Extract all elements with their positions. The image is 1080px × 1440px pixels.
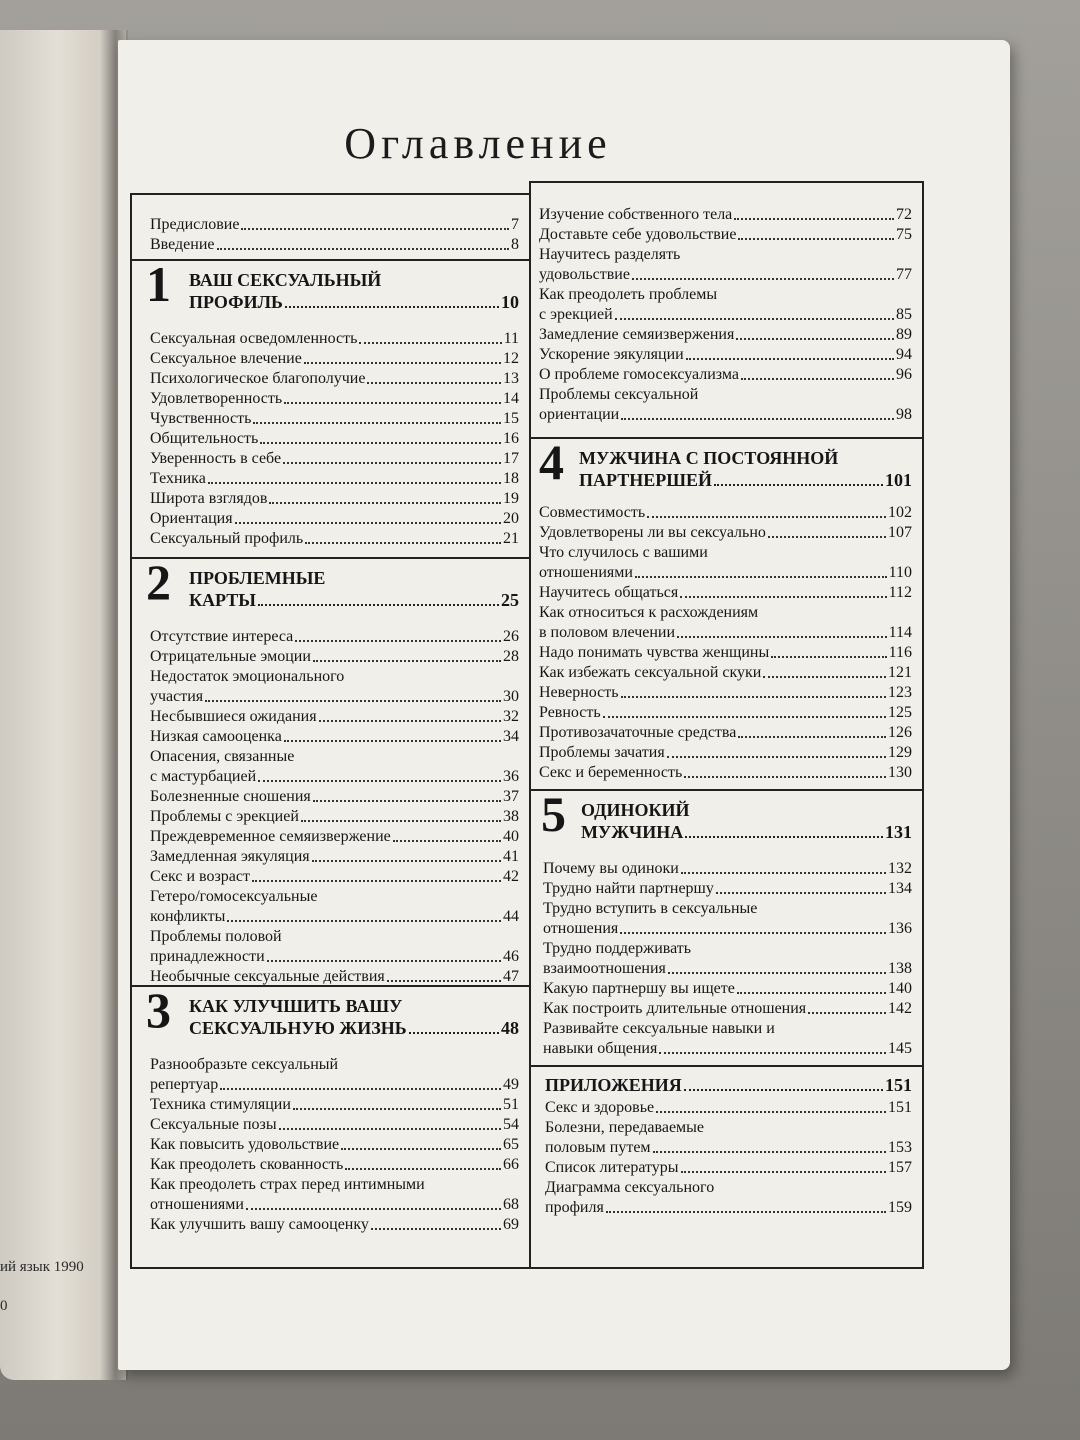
toc-entry: Секс и возраст 42 — [150, 868, 519, 885]
chapter-2-section — [132, 554, 529, 987]
toc-entry: Научитесь общаться 112 — [539, 584, 912, 601]
toc-entry: Ускорение эякуляции 94 — [539, 346, 912, 363]
toc-entry: Как повысить удовольствие 65 — [150, 1136, 519, 1153]
toc-entry: с эрекцией 85 — [539, 306, 912, 323]
toc-entry: Секс и здоровье 151 — [545, 1099, 912, 1116]
chapter-5-section — [531, 786, 922, 1067]
toc-entry-line: Опасения, связанные — [150, 748, 295, 765]
toc-entry: Болезненные сношения 37 — [150, 788, 519, 805]
toc-entry: Проблемы зачатия 129 — [539, 744, 912, 761]
chapter-4-section — [531, 434, 922, 791]
toc-entry: Несбывшиеся ожидания 32 — [150, 708, 519, 725]
toc-entry: конфликты 44 — [150, 908, 519, 925]
toc-entry: Надо понимать чувства женщины 116 — [539, 644, 912, 661]
toc-entry: в половом влечении 114 — [539, 624, 912, 641]
toc-entry: Как преодолеть скованность 66 — [150, 1156, 519, 1173]
toc-entry: Удовлетворенность 14 — [150, 390, 519, 407]
chapter-number: 4 — [539, 434, 564, 490]
toc-entry: Сексуальное влечение 12 — [150, 350, 519, 367]
toc-entry: Отсутствие интереса 26 — [150, 628, 519, 645]
toc-entry: половым путем 153 — [545, 1139, 912, 1156]
toc-entry: Ревность 125 — [539, 704, 912, 721]
chapter-heading: 3 КАК УЛУЧШИТЬ ВАШУ СЕКСУАЛЬНУЮ ЖИЗНЬ 48 — [146, 982, 519, 1038]
toc-entry: Секс и беременность 130 — [539, 764, 912, 781]
toc-entry: Доставьте себе удовольствие 75 — [539, 226, 912, 243]
chapter-3-continued-section — [531, 183, 922, 439]
toc-entry: Проблемы с эрекцией 38 — [150, 808, 519, 825]
toc-entry: Противозачаточные средства 126 — [539, 724, 912, 741]
toc-entry: О проблеме гомосексуализма 96 — [539, 366, 912, 383]
toc-entry: Сексуальная осведомленность 11 — [150, 330, 519, 347]
front-matter-section — [132, 195, 529, 261]
left-page-fragment: 0 — [0, 1298, 8, 1314]
chapter-heading: 1 ВАШ СЕКСУАЛЬНЫЙ ПРОФИЛЬ 10 — [146, 256, 519, 312]
chapter-heading: 5 ОДИНОКИЙ МУЖЧИНА 131 — [541, 786, 912, 842]
toc-entry: Как избежать сексуальной скуки 121 — [539, 664, 912, 681]
toc-entry: Предисловие 7 — [150, 216, 519, 233]
toc-entry: отношения 136 — [543, 920, 912, 937]
toc-entry: Общительность 16 — [150, 430, 519, 447]
chapter-heading: 4 МУЖЧИНА С ПОСТОЯННОЙ ПАРТНЕРШЕЙ 101 — [539, 434, 912, 490]
toc-entry: принадлежности 46 — [150, 948, 519, 965]
chapter-3-section — [132, 982, 529, 1267]
toc-entry-line: Научитесь разделять — [539, 246, 681, 263]
toc-entry-line: Как преодолеть проблемы — [539, 286, 718, 303]
toc-entry: с мастурбацией 36 — [150, 768, 519, 785]
toc-entry: Какую партнершу вы ищете 140 — [543, 980, 912, 997]
toc-entry: Сексуальный профиль 21 — [150, 530, 519, 547]
toc-entry: Низкая самооценка 34 — [150, 728, 519, 745]
toc-entry: Изучение собственного тела 72 — [539, 206, 912, 223]
toc-entry-line: Диаграмма сексуального — [545, 1179, 715, 1196]
toc-left-column — [130, 193, 531, 1269]
toc-entry: Список литературы 157 — [545, 1159, 912, 1176]
toc-entry: отношениями 68 — [150, 1196, 519, 1213]
toc-entry-line: Проблемы сексуальной — [539, 386, 699, 403]
appendix-heading: ПРИЛОЖЕНИЯ 151 — [545, 1075, 912, 1095]
chapter-number: 1 — [146, 256, 171, 312]
toc-entry-line: Болезни, передаваемые — [545, 1119, 705, 1136]
toc-entry: профиля 159 — [545, 1199, 912, 1216]
toc-entry: Ориентация 20 — [150, 510, 519, 527]
toc-entry-line: Трудно вступить в сексуальные — [543, 900, 758, 917]
toc-entry-line: Разнообразьте сексуальный — [150, 1056, 339, 1073]
toc-entry: Удовлетворены ли вы сексуально 107 — [539, 524, 912, 541]
toc-entry: Уверенность в себе 17 — [150, 450, 519, 467]
toc-entry: Техника стимуляции 51 — [150, 1096, 519, 1113]
chapter-number: 2 — [146, 554, 171, 610]
toc-entry-line: Проблемы половой — [150, 928, 282, 945]
toc-entry: Психологическое благополучие 13 — [150, 370, 519, 387]
toc-entry: Сексуальные позы 54 — [150, 1116, 519, 1133]
toc-entry: Трудно найти партнершу 134 — [543, 880, 912, 897]
toc-entry: Необычные сексуальные действия 47 — [150, 968, 519, 985]
toc-entry: ориентации 98 — [539, 406, 912, 423]
toc-entry-line: Трудно поддерживать — [543, 940, 692, 957]
toc-entry: Отрицательные эмоции 28 — [150, 648, 519, 665]
toc-entry-line: Развивайте сексуальные навыки и — [543, 1020, 775, 1037]
toc-entry-line: Что случилось с вашими — [539, 544, 708, 561]
toc-entry: Преждевременное семяизвержение 40 — [150, 828, 519, 845]
toc-entry: Чувственность 15 — [150, 410, 519, 427]
toc-entry: Как построить длительные отношения 142 — [543, 1000, 912, 1017]
toc-entry: навыки общения 145 — [543, 1040, 912, 1057]
toc-entry: Почему вы одиноки 132 — [543, 860, 912, 877]
toc-entry: Замедленная эякуляция 41 — [150, 848, 519, 865]
chapter-1-section — [132, 256, 529, 559]
toc-entry-line: Как относиться к расхождениям — [539, 604, 759, 621]
toc-entry-line: Гетеро/гомосексуальные — [150, 888, 318, 905]
page-title: Оглавление — [344, 119, 612, 168]
left-page-fragment: ий язык 1990 — [0, 1259, 84, 1275]
toc-entry: Введение 8 — [150, 236, 519, 253]
toc-entry-line: Как преодолеть страх перед интимными — [150, 1176, 425, 1193]
chapter-heading: 2 ПРОБЛЕМНЫЕ КАРТЫ 25 — [146, 554, 519, 610]
toc-entry: Замедление семяизвержения 89 — [539, 326, 912, 343]
toc-entry: участия 30 — [150, 688, 519, 705]
toc-entry: Широта взглядов 19 — [150, 490, 519, 507]
chapter-number: 5 — [541, 786, 566, 842]
toc-entry: удовольствие 77 — [539, 266, 912, 283]
chapter-number: 3 — [146, 982, 171, 1038]
toc-entry: Как улучшить вашу самооценку 69 — [150, 1216, 519, 1233]
toc-entry: репертуар 49 — [150, 1076, 519, 1093]
toc-right-column — [529, 181, 924, 1269]
toc-entry: Совместимость 102 — [539, 504, 912, 521]
toc-entry: Неверность 123 — [539, 684, 912, 701]
toc-entry-line: Недостаток эмоционального — [150, 668, 345, 685]
toc-entry: взаимоотношения 138 — [543, 960, 912, 977]
toc-entry: Техника 18 — [150, 470, 519, 487]
appendix-section — [531, 1067, 922, 1267]
toc-entry: отношениями 110 — [539, 564, 912, 581]
